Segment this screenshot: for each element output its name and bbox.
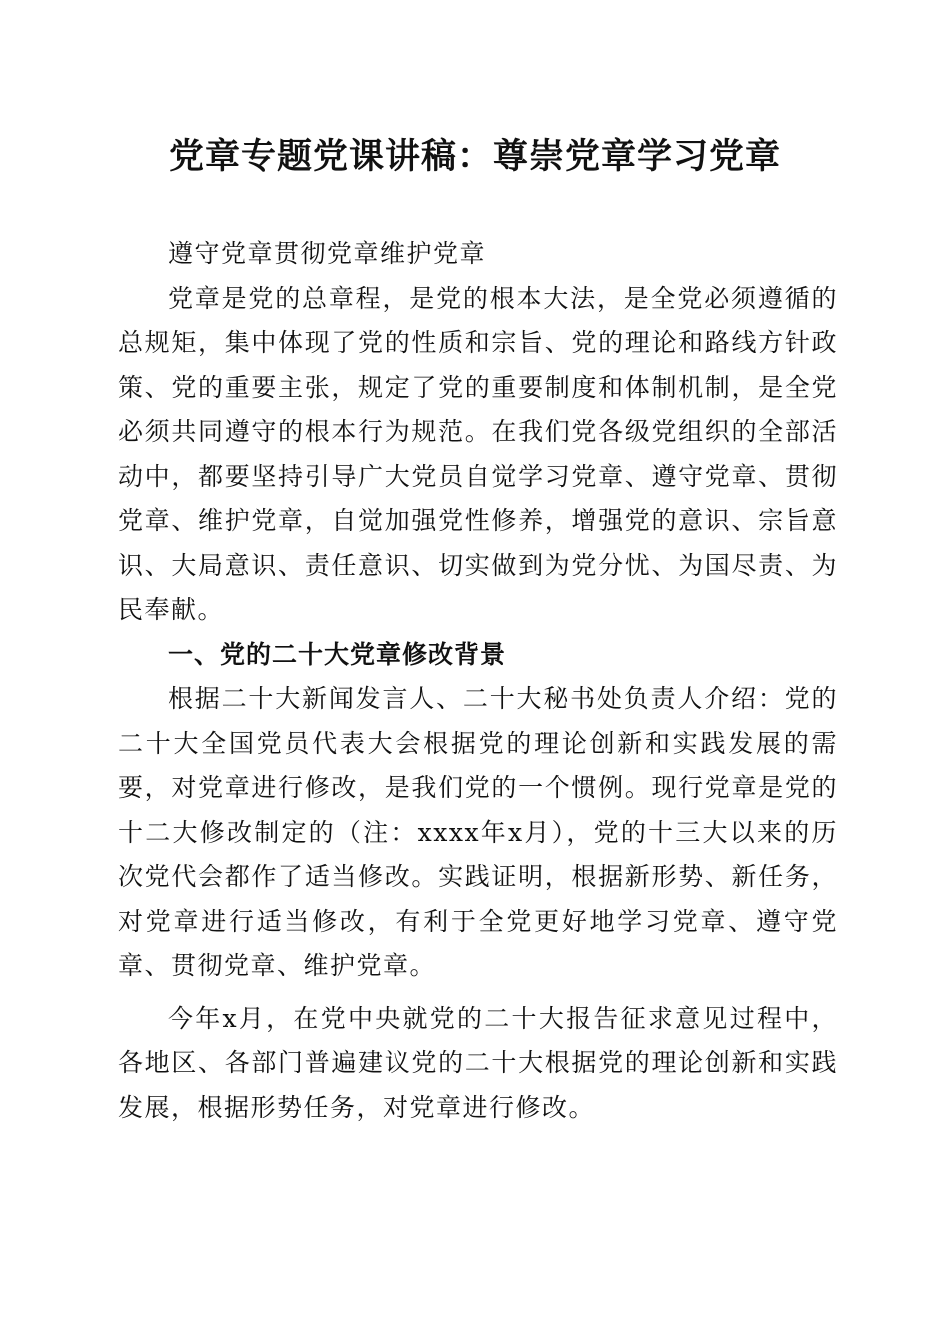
document-title: 党章专题党课讲稿：尊崇党章学习党章 (168, 136, 781, 177)
subtitle-paragraph: 遵守党章贯彻党章维护党章 (168, 239, 487, 268)
section-heading: 一、党的二十大党章修改背景 (168, 639, 507, 669)
intro-paragraph: 党章是党的总章程，是党的根本大法，是全党必须遵循的总规矩，集中体现了党的性质和宗旨、党的理论和路线方针政策、党的重要主张，规定了党的重要制度和体制机制，是全党必须共同遵守的根本行为规范。在我们党各级党组织的全部活动中，都要坚持引导广大党员自觉学习党章、遵守党章、贯彻党章、维护党章，自觉加强党性修养，增强党的意识、宗旨意识、大局意识、责任意识、切实做到为党分忧、为国尽责、为民奉献。 (118, 283, 838, 624)
revision-paragraph: 今年x月，在党中央就党的二十大报告征求意见过程中，各地区、各部门普遍建议党的二十大根据党的理论创新和实践发展，根据形势任务，对党章进行修改。 (118, 1003, 838, 1122)
document-body (118, 232, 838, 1130)
background-paragraph: 根据二十大新闻发言人、二十大秘书处负责人介绍：党的二十大全国党员代表大会根据党的理论创新和实践发展的需要，对党章进行修改，是我们党的一个惯例。现行党章是党的十二大修改制定的（注：xxxx年x月），党的十三大以来的历次党代会都作了适当修改。实践证明，根据新形势、新任务，对党章进行适当修改，有利于全党更好地学习党章、遵守党章、贯彻党章、维护党章。 (118, 684, 838, 980)
